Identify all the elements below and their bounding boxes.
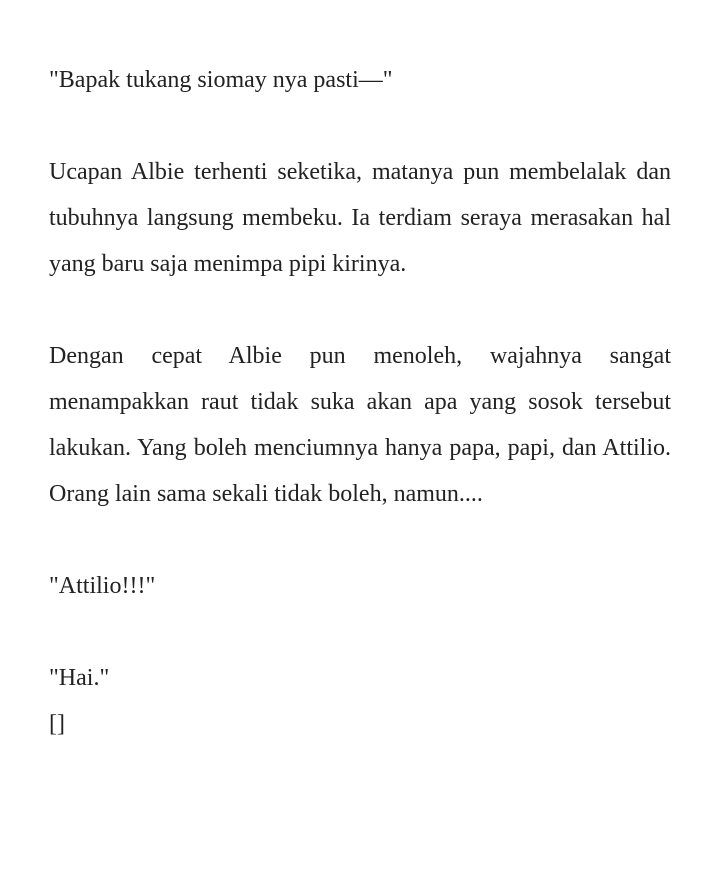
dialogue-line: "Attilio!!!" — [49, 573, 156, 599]
narration-paragraph: Ucapan Albie terhenti seketika, matanya pun membelalak dan tubuhnya langsung membeku. Ia terdiam seraya merasakan hal yang baru saja menimpa pipi kirinya. — [49, 159, 671, 277]
end-marker: [] — [49, 711, 65, 737]
dialogue-line: "Hai." — [49, 665, 110, 691]
narration-paragraph: Dengan cepat Albie pun menoleh, wajahnya sangat menampakkan raut tidak suka akan apa yang sosok tersebut lakukan. Yang boleh menciumnya hanya papa, papi, dan Attilio. Orang lain sama sekali tidak boleh, namun.... — [49, 343, 671, 507]
dialogue-line: "Bapak tukang siomay nya pasti—" — [49, 67, 393, 93]
